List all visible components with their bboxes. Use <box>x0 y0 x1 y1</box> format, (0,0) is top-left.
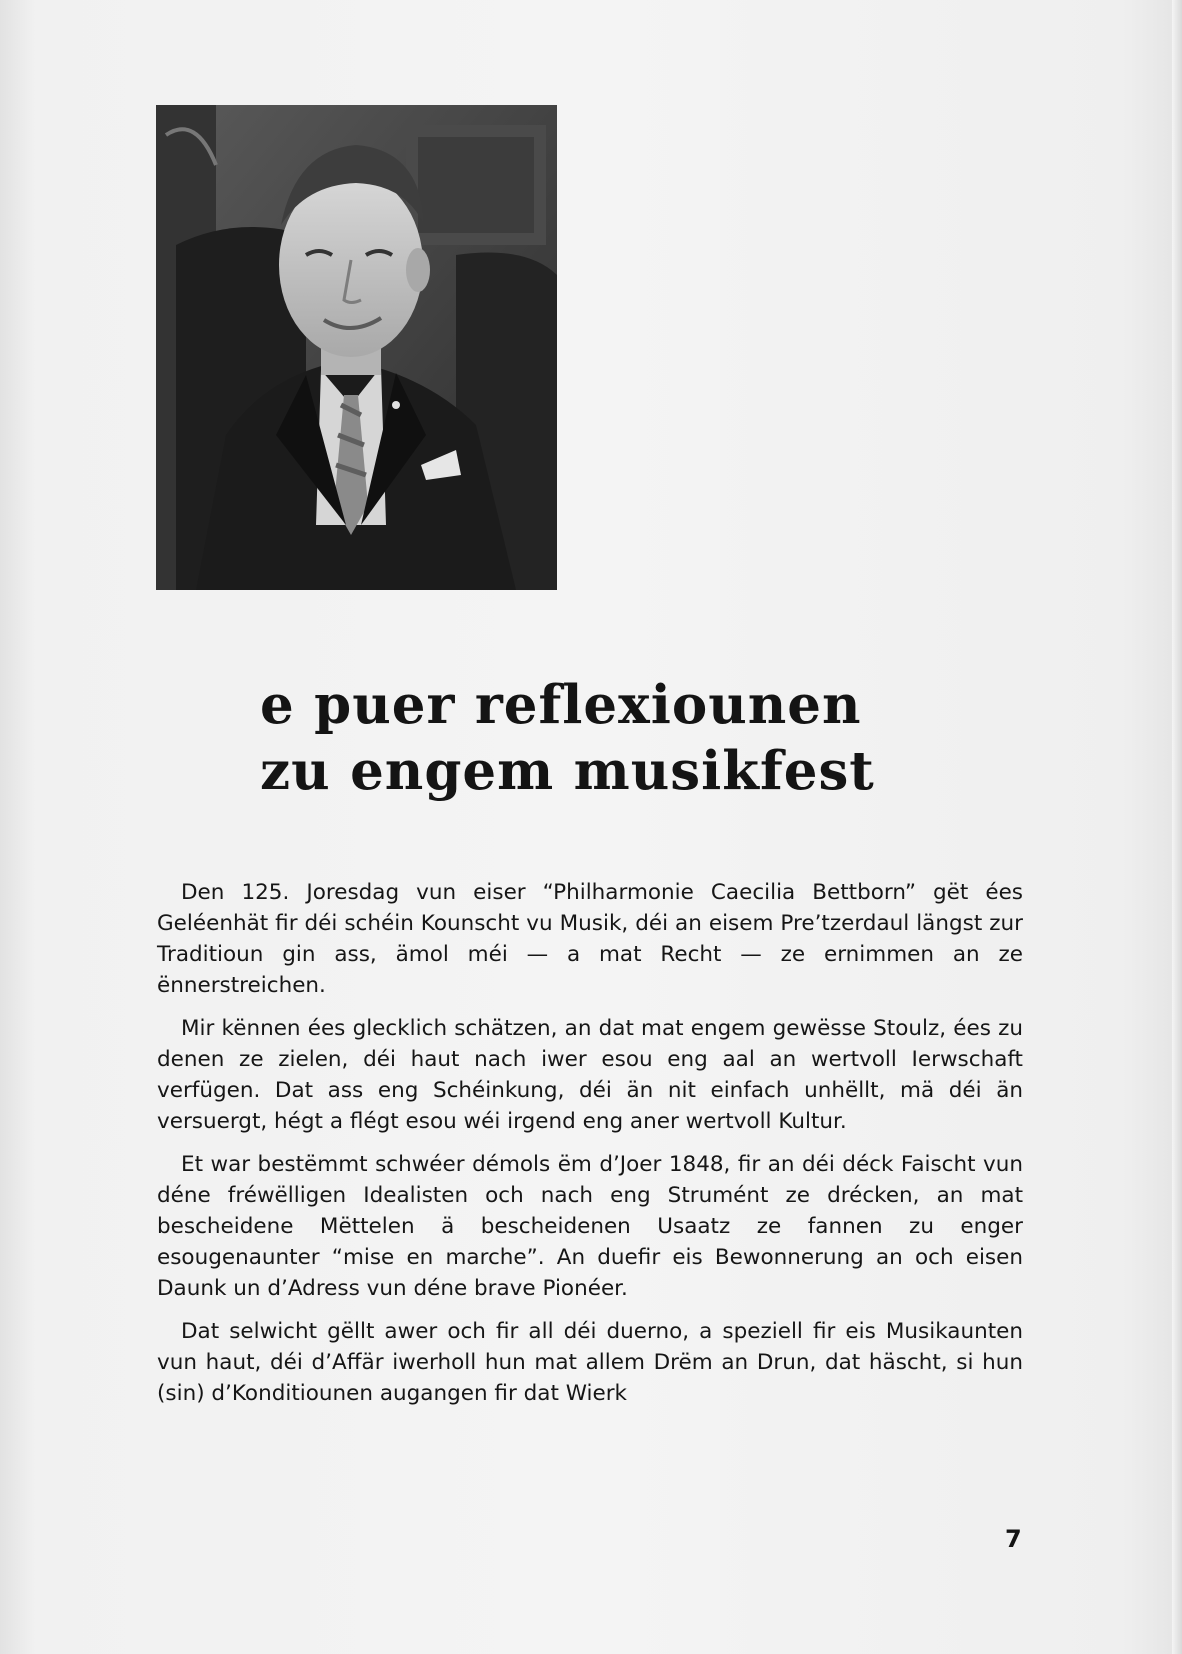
portrait-photo <box>156 105 557 590</box>
paragraph: Dat selwicht gëllt awer och fir all déi duerno, a speziell fir eis Musikaunten vun haut, déi d’Affär iwerholl hun mat allem Drëm an Drun, dat häscht, si hun (sin) d’Konditiounen augangen fir dat Wierk <box>157 1319 1023 1406</box>
paragraph: Et war bestëmmt schwéer démols ëm d’Joer 1848, fir an déi déck Faischt vun déne fréwëlligen Idealisten och nach eng Strumént ze drécken, an mat bescheidene Mëttelen ä bescheidenen Usaatz ze fannen zu enger esougenaunter “mise en marche”. An duefir eis Bewonnerung an och eisen Daunk un d’Adress vun déne brave Pionéer. <box>157 1152 1023 1301</box>
title-line-2: zu engem musikfest <box>260 740 875 802</box>
page-number: 7 <box>1005 1525 1022 1553</box>
paragraph: Mir kënnen ées glecklich schätzen, an dat mat engem gewësse Stoulz, ées zu denen ze zielen, déi haut nach iwer esou eng aal an wertvoll Ierwschaft verfügen. Dat ass eng Schéinkung, déi än nit einfach unhëllt, mä déi än versuergt, hégt a flégt esou wéi irgend eng aner wertvoll Kultur. <box>157 1016 1023 1134</box>
portrait-photo-icon <box>156 105 557 590</box>
article-body <box>157 877 1023 1421</box>
title-line-1: e puer reflexiounen <box>260 674 862 736</box>
paragraph: Den 125. Joresdag vun eiser “Philharmonie Caecilia Bettborn” gët ées Geléenhät fir déi schéin Kounscht vu Musik, déi an eisem Pre’tzerdaul längst zur Traditioun gin ass, ämol méi — a mat Recht — ze ernimmen an ze ënnerstreichen. <box>157 880 1023 998</box>
page-edge <box>1172 0 1182 1654</box>
article-title <box>260 672 980 804</box>
